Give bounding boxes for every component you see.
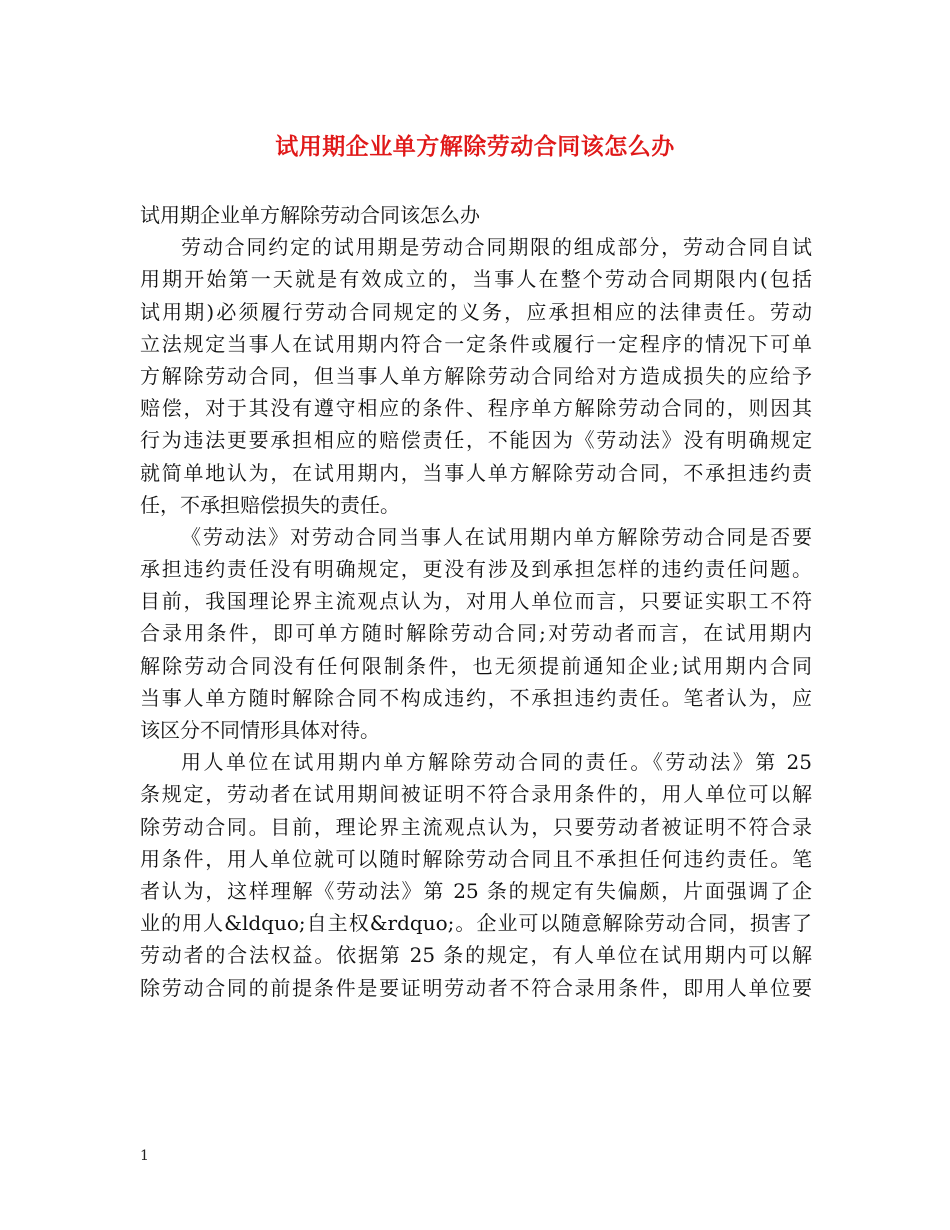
text-line: 除劳动合同的前提条件是要证明劳动者不符合录用条件，即用人单位要 [140,975,812,1000]
text-line: 条规定，劳动者在试用期间被证明不符合录用条件的，用人单位可以解 [140,782,812,807]
text-line: 劳动者的合法权益。依据第 25 条的规定，有人单位在试用期内可以解 [140,943,812,968]
text-line: 赔偿，对于其没有遵守相应的条件、程序单方解除劳动合同的，则因其 [140,396,812,421]
text-line: 试用期)必须履行劳动合同规定的义务，应承担相应的法律责任。劳动 [140,299,812,324]
text-line: 目前，我国理论界主流观点认为，对用人单位而言，只要证实职工不符 [140,589,812,614]
text-line: 用条件，用人单位就可以随时解除劳动合同且不承担任何违约责任。笔 [140,846,812,871]
text-line: 解除劳动合同没有任何限制条件，也无须提前通知企业;试用期内合同 [140,653,812,678]
text-line: 业的用人&ldquo;自主权&rdquo;。企业可以随意解除劳动合同，损害了 [140,911,812,936]
text-line: 《劳动法》对劳动合同当事人在试用期内单方解除劳动合同是否要 [181,524,812,549]
text-line: 承担违约责任没有明确规定，更没有涉及到承担怎样的违约责任问题。 [140,557,812,582]
document-title: 试用期企业单方解除劳动合同该怎么办 [275,133,675,160]
text-line: 合录用条件，即可单方随时解除劳动合同;对劳动者而言，在试用期内 [140,621,812,646]
text-line: 除劳动合同。目前，理论界主流观点认为，只要劳动者被证明不符合录 [140,814,812,839]
text-line: 劳动合同约定的试用期是劳动合同期限的组成部分，劳动合同自试 [181,235,812,260]
text-line: 用期开始第一天就是有效成立的，当事人在整个劳动合同期限内(包括 [140,267,812,292]
text-line: 就简单地认为，在试用期内，当事人单方解除劳动合同，不承担违约责 [140,460,812,485]
text-line: 行为违法更要承担相应的赔偿责任，不能因为《劳动法》没有明确规定 [140,428,812,453]
text-line: 立法规定当事人在试用期内符合一定条件或履行一定程序的情况下可单 [140,331,812,356]
text-line: 用人单位在试用期内单方解除劳动合同的责任。《劳动法》第 25 [181,750,812,775]
text-line: 试用期企业单方解除劳动合同该怎么办 [140,203,480,227]
text-line: 当事人单方随时解除合同不构成违约，不承担违约责任。笔者认为，应 [140,685,812,710]
text-line: 任，不承担赔偿损失的责任。 [140,492,400,517]
text-line: 方解除劳动合同，但当事人单方解除劳动合同给对方造成损失的应给予 [140,363,812,388]
document-body [140,199,812,1004]
page-number: 1 [140,1148,149,1164]
text-line: 该区分不同情形具体对待。 [140,718,380,742]
text-line: 者认为，这样理解《劳动法》第 25 条的规定有失偏颇，片面强调了企 [140,878,812,903]
